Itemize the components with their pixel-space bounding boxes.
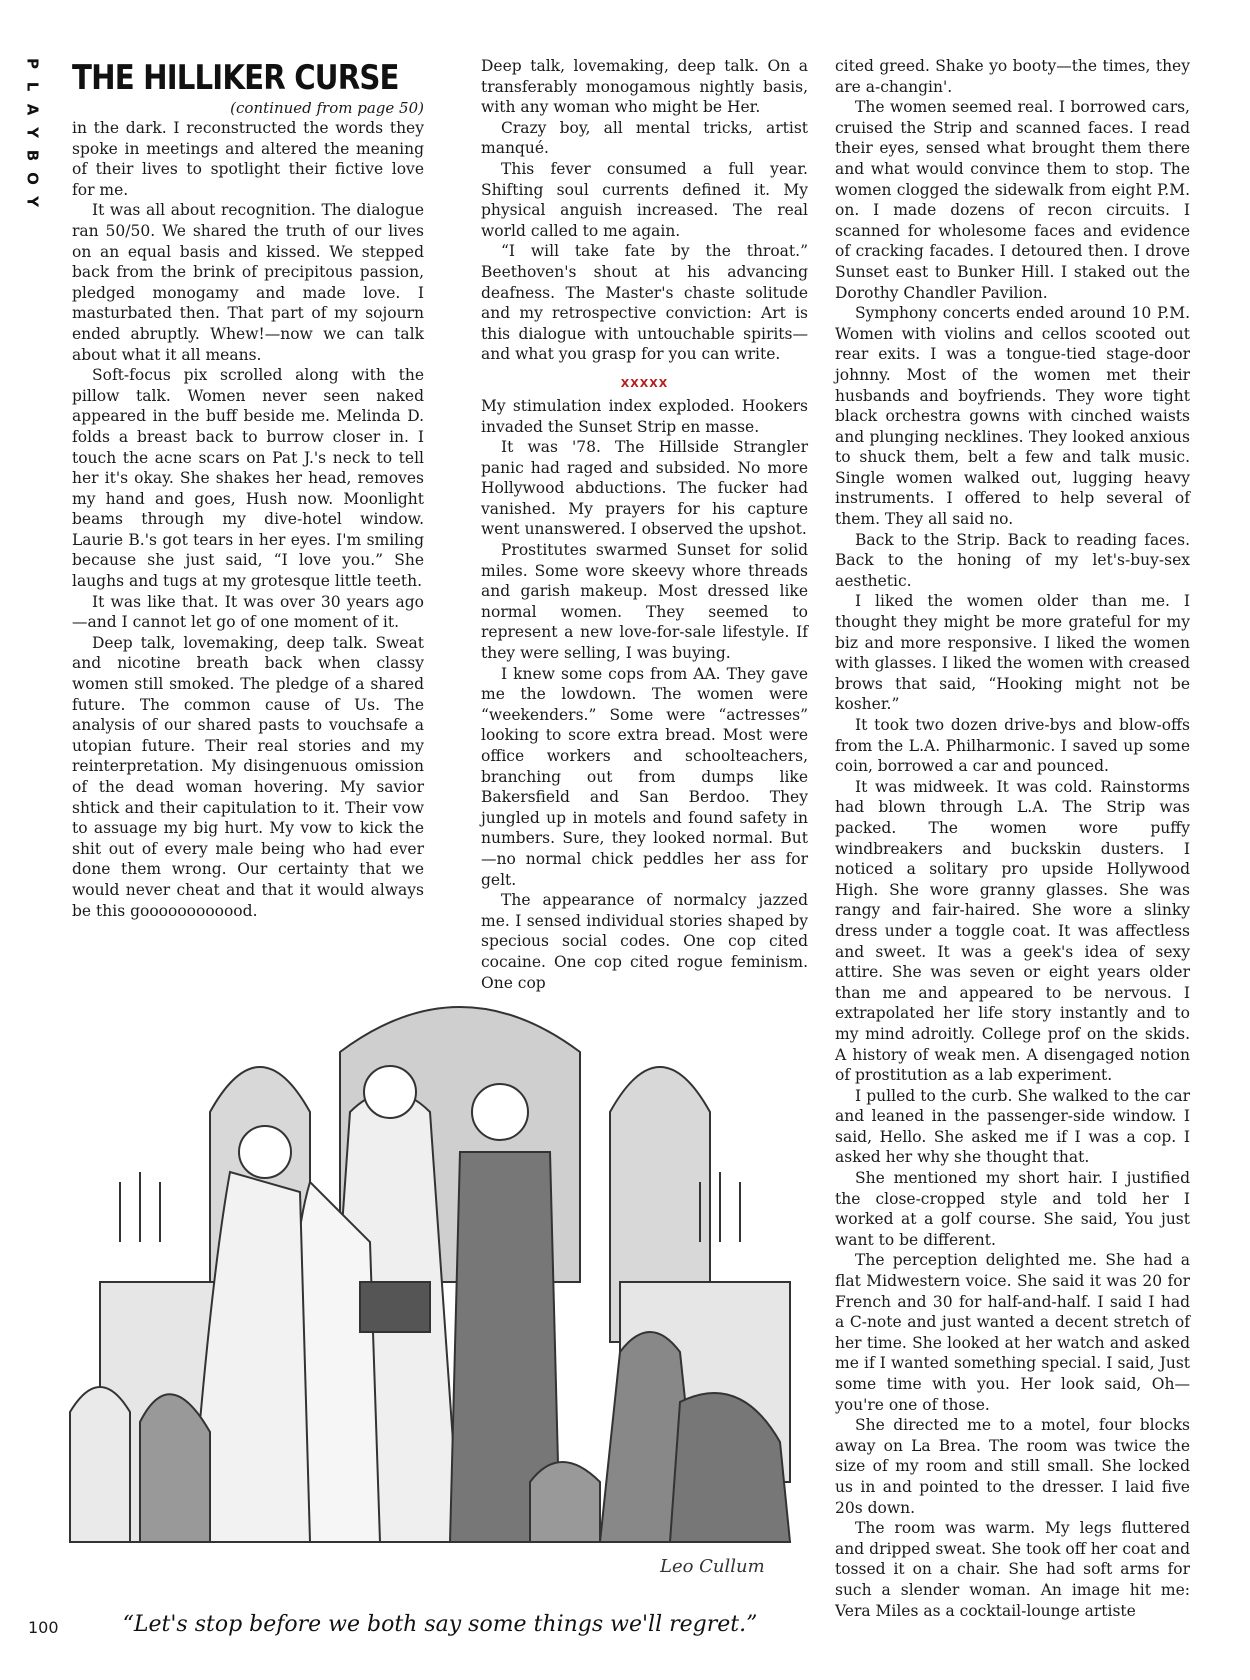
column-1	[72, 56, 424, 921]
paragraph: I pulled to the curb. She walked to the car and leaned in the passenger-side window. I said, Hello. She asked me if I was a cop. I asked her why she thought that.	[835, 1086, 1190, 1167]
continued-note: (continued from page 50)	[230, 99, 424, 117]
paragraph: Back to the Strip. Back to reading faces. Back to the honing of my let's-buy-sex aesthetic.	[835, 530, 1190, 590]
brand-letter: A	[23, 103, 42, 116]
paragraph: Soft-focus pix scrolled along with the pillow talk. Women never seen naked appeared in the buff beside me. Melinda D. folds a breast back to burrow closer in. I touch the acne scars on Pat J.'s neck to tell her it's okay. She shakes her head, removes my hand and goes, Hush now. Moonlight beams through my dive-hotel window. Laurie B.'s got tears in her eyes. I'm smiling because she just said, “I love you.” She laughs and tugs at my grotesque little teeth.	[72, 366, 424, 591]
column-2	[481, 56, 808, 993]
paragraph: My stimulation index exploded. Hookers invaded the Sunset Strip en masse.	[481, 396, 808, 436]
paragraph: This fever consumed a full year. Shifting soul currents defined it. My physical anguish increased. The real world called to me again.	[481, 159, 808, 240]
paragraph: I liked the women older than me. I thought they might be more grateful for my biz and more responsive. I liked the women with glasses. I liked the women with creased brows that said, “Hooking might not be kosher.”	[835, 592, 1190, 714]
column-3	[835, 56, 1190, 1621]
paragraph: in the dark. I reconstructed the words they spoke in meetings and altered the meaning of their lives to spotlight their fictive love for me.	[72, 119, 424, 199]
brand-letter: O	[23, 172, 42, 185]
paragraph: It was all about recognition. The dialogue ran 50/50. We shared the truth of our lives on an equal basis and kissed. We stepped back from the brink of precipitous passion, pledged monogamy and made love. I masturbated then. That part of my sojourn ended abruptly. Whew!—now we can talk about what it all means.	[72, 201, 424, 364]
paragraph: “I will take fate by the throat.” Beethoven's shout at his advancing deafness. The Master's chaste solitude and my retrospective conviction: Art is this dialogue with untouchable spirits—and what you grasp for you can write.	[481, 242, 808, 364]
cartoon-caption: “Let's stop before we both say some things we'll regret.”	[122, 1612, 758, 1637]
brand-letter: L	[23, 81, 42, 92]
brand-letter: B	[23, 149, 42, 162]
cartoon-signature: Leo Cullum	[660, 1556, 765, 1577]
brand-letter: P	[23, 58, 42, 69]
paragraph: Deep talk, lovemaking, deep talk. Sweat and nicotine breath back when classy women still smoked. The pledge of a shared future. The common cause of Us. The analysis of our shared pasts to vouchsafe a utopian future. Their real stories and my reinterpretation. My disingenuous omission of the dead woman hovering. My savior shtick and their capitulation to it. Their vow to assuage my big hurt. My vow to kick the shit out of every male being who had ever done them wrong. Our certainty that we would never cheat and that it would always be this goooooooooood.	[72, 633, 424, 920]
brand-letter: Y	[23, 127, 42, 138]
paragraph: It was midweek. It was cold. Rainstorms had blown through L.A. The Strip was packed. The women wore puffy windbreakers and buckskin dusters. I noticed a solitary pro upside Hollywood High. She wore granny glasses. She was rangy and fair-haired. She wore a slinky dress under a toggle coat. It was affectless and sweet. It was a geek's idea of sexy attire. She was seven or eight years older than me and appeared to be nervous. I extrapolated her life story instantly and to my mind adroitly. College prof on the skids. A history of weak men. A disengaged notion of prostitution as a lab experiment.	[835, 777, 1190, 1085]
page-number: 100	[28, 1618, 59, 1637]
paragraph: Deep talk, lovemaking, deep talk. On a transferably monogamous nightly basis, with any woman who might be Her.	[481, 57, 808, 117]
paragraph: It took two dozen drive-bys and blow-offs from the L.A. Philharmonic. I saved up some coin, borrowed a car and pounced.	[835, 716, 1190, 776]
magazine-brand	[22, 52, 42, 213]
paragraph: Crazy boy, all mental tricks, artist manqué.	[481, 118, 808, 158]
paragraph: The room was warm. My legs fluttered and dripped sweat. She took off her coat and tossed it on a chair. She had soft arms for such a slender woman. An image hit me: Vera Miles as a cocktail-lounge artiste	[835, 1519, 1190, 1620]
wedding-cartoon	[60, 982, 820, 1594]
brand-letter: Y	[23, 196, 42, 207]
paragraph: The perception delighted me. She had a flat Midwestern voice. She said it was 20 for French and 30 for half-and-half. I said I had a C-note and just wanted a decent stretch of her time. She looked at her watch and asked me if I wanted something special. I said, Just some time with you. Her look said, Oh—you're one of those.	[835, 1251, 1190, 1414]
paragraph: cited greed. Shake yo booty—the times, they are a-changin'.	[835, 57, 1190, 96]
article-title: THE HILLIKER CURSE	[72, 58, 399, 98]
paragraph: She mentioned my short hair. I justified the close-cropped style and told her I worked at a golf course. She said, You just want to be different.	[835, 1169, 1190, 1249]
paragraph: The appearance of normalcy jazzed me. I sensed individual stories shaped by specious social codes. One cop cited cocaine. One cop cited rogue feminism. One cop	[481, 891, 808, 992]
paragraph: She directed me to a motel, four blocks away on La Brea. The room was twice the size of my room and still small. She locked us in and pointed to the dresser. I laid five 20s down.	[835, 1416, 1190, 1517]
paragraph: I knew some cops from AA. They gave me the lowdown. The women were “weekenders.” Some were “actresses” looking to score extra bread. Most were office workers and schoolteachers, branching out from dumps like Bakersfield and San Berdoo. They jungled up in motels and found safety in numbers. Sure, they looked normal. But—no normal chick peddles her ass for gelt.	[481, 664, 808, 889]
paragraph: Symphony concerts ended around 10 P.M. Women with violins and cellos scooted out rear exits. I was a tongue-tied stage-door johnny. Most of the women met their husbands and boyfriends. They wore tight black orchestra gowns with cinched waists and plunging necklines. They looked anxious to shuck them, belt a few and talk music. Single women walked out, lugging heavy instruments. I offered to help several of them. They all said no.	[835, 304, 1190, 529]
paragraph: The women seemed real. I borrowed cars, cruised the Strip and scanned faces. I read their eyes, sensed what brought them there and what would convince them to stop. The women clogged the sidewalk from eight P.M. on. I made dozens of recon circuits. I scanned for wholesome faces and evidence of cracking facades. I detoured then. I drove Sunset east to Bunker Hill. I staked out the Dorothy Chandler Pavilion.	[835, 98, 1190, 302]
section-separator: XXXXX	[620, 376, 669, 390]
paragraph: Prostitutes swarmed Sunset for solid miles. Some wore skeevy whore threads and garish makeup. Most dressed like normal women. They seemed to represent a new love-for-sale lifestyle. If they were selling, I was buying.	[481, 541, 808, 663]
paragraph: It was '78. The Hillside Strangler panic had raged and subsided. No more Hollywood abductions. The fucker had vanished. My prayers for his capture went unanswered. I observed the upshot.	[481, 438, 808, 539]
paragraph: It was like that. It was over 30 years ago—and I cannot let go of one moment of it.	[72, 592, 424, 632]
